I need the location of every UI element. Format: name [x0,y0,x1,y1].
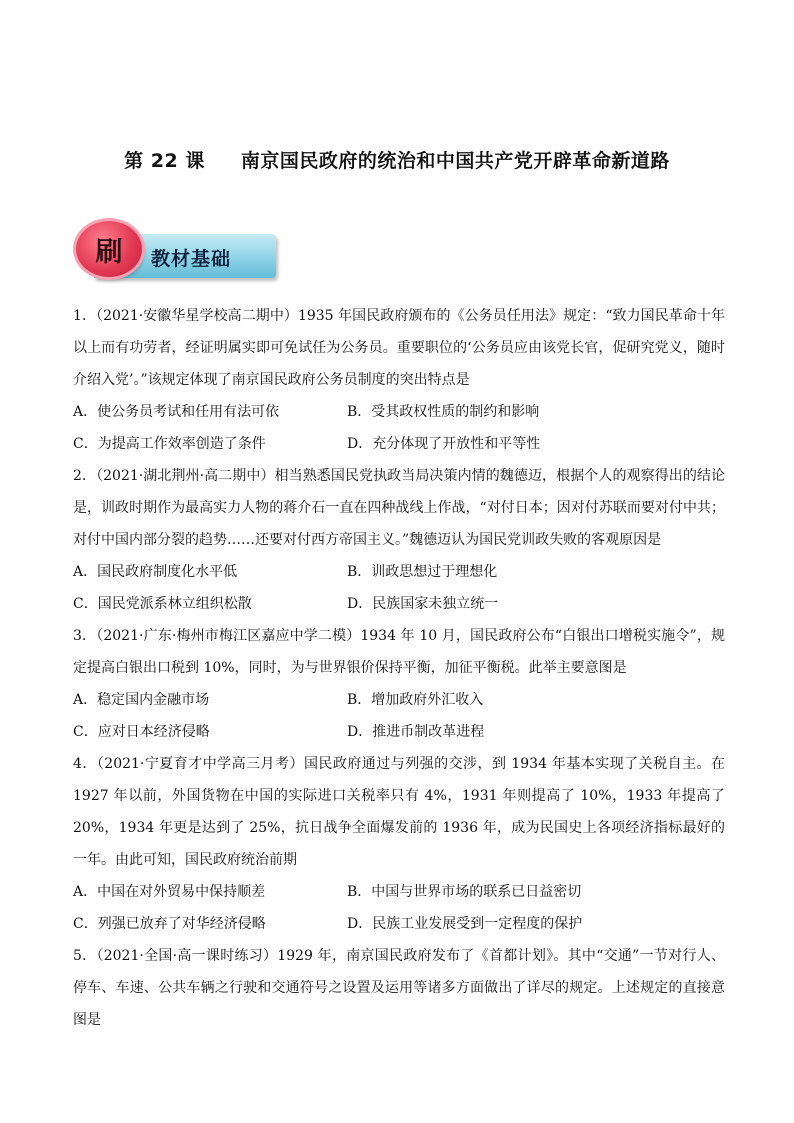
lesson-number: 第 22 课 [124,150,205,172]
option-a[interactable]: A．中国在对外贸易中保持顺差 [73,884,266,900]
question [73,460,725,620]
option-b[interactable]: B．训政思想过于理想化 [347,564,498,580]
section-label: 教材基础 [151,248,232,270]
section-banner [76,218,276,280]
question-options [73,684,725,748]
option-a[interactable]: A．国民政府制度化水平低 [73,564,238,580]
question [73,748,725,940]
option-a[interactable]: A．使公务员考试和任用有法可依 [73,404,280,420]
question-options [73,396,725,460]
option-b[interactable]: B．增加政府外汇收入 [347,692,484,708]
option-d[interactable]: D．民族工业发展受到一定程度的保护 [347,916,583,932]
option-c[interactable]: C．列强已放弃了对华经济侵略 [73,916,266,932]
question-stem: 1．（2021·安徽华星学校高二期中）1935 年国民政府颁布的《公务员任用法》规定：“致力国民革命十年以上而有功劳者，经证明属实即可免试任为公务员。重要职位的‘公务员应由该党长官，促研究党义，随时介绍入党’。”该规定体现了南京国民政府公务员制度的突出特点是 [73,308,725,388]
option-d[interactable]: D．推进币制改革进程 [347,724,485,740]
question [73,300,725,460]
option-a[interactable]: A．稳定国内金融市场 [73,692,210,708]
question-stem: 4．（2021·宁夏育才中学高三月考）国民政府通过与列强的交涉，到 1934 年基本实现了关税自主。在 1927 年以前，外国货物在中国的实际进口关税率只有 4%，1931 年则提高了 10%，1933 年提高了 20%，1934 年更是达到了 25%，抗日战争全面爆发前的 1936 年，成为民国史上各项经济指标最好的一年。由此可知，国民政府统治前期 [73,756,725,868]
banner-badge [76,221,142,277]
option-d[interactable]: D．民族国家未独立统一 [347,596,499,612]
option-c[interactable]: C．应对日本经济侵略 [73,724,210,740]
option-b[interactable]: B．受其政权性质的制约和影响 [347,404,540,420]
banner-badge-char: 刷 [95,236,123,268]
option-d[interactable]: D．充分体现了开放性和平等性 [347,436,541,452]
option-b[interactable]: B．中国与世界市场的联系已日益密切 [347,884,582,900]
lesson-name: 南京国民政府的统治和中国共产党开辟革命新道路 [240,150,670,172]
question-options [73,876,725,940]
question-options [73,556,725,620]
question-stem: 3．（2021·广东·梅州市梅江区嘉应中学二模）1934 年 10 月，国民政府公布“白银出口增税实施令”，规定提高白银出口税到 10%，同时，为与世界银价保持平衡，加征平衡税。此举主要意图是 [73,628,725,676]
page-title [0,146,794,173]
option-c[interactable]: C．国民党派系林立组织松散 [73,596,252,612]
option-c[interactable]: C．为提高工作效率创造了条件 [73,436,266,452]
question [73,620,725,748]
question-stem: 5．（2021·全国·高一课时练习）1929 年，南京国民政府发布了《首都计划》。其中“交通”一节对行人、停车、车速、公共车辆之行驶和交通符号之设置及运用等诸多方面做出了详尽的规定。上述规定的直接意图是 [73,948,725,1028]
question-stem: 2．（2021·湖北荆州·高二期中）相当熟悉国民党执政当局决策内情的魏德迈，根据个人的观察得出的结论是，训政时期作为最高实力人物的蒋介石一直在四种战线上作战，“对付日本；因对付苏联而要对付中共；对付中国内部分裂的趋势……还要对付西方帝国主义。”魏德迈认为国民党训政失败的客观原因是 [73,468,725,548]
question-list [73,300,725,1036]
question [73,940,725,1036]
